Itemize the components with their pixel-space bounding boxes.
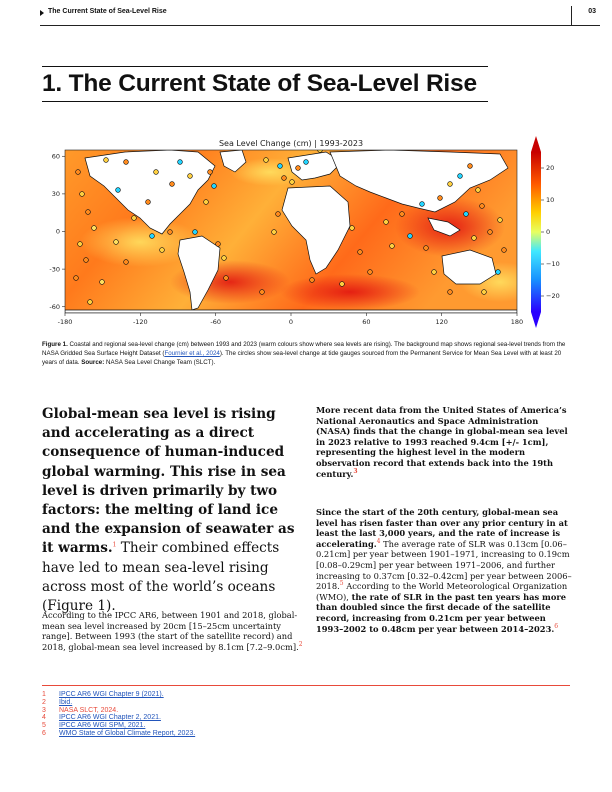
tide-gauge-marker [480,204,485,209]
tide-gauge-marker [208,170,213,175]
footnote-item [42,707,342,715]
tide-gauge-marker [212,184,217,189]
tide-gauge-marker [368,270,373,275]
tide-gauge-marker [304,160,309,165]
tide-gauge-marker [84,258,89,263]
tide-gauge-marker [264,158,269,163]
footnote-text[interactable]: IPCC AR6 WGI SPM, 2021. [59,722,146,730]
tide-gauge-marker [464,212,469,217]
footnote-number: 5 [42,722,46,730]
footnote-ref-3[interactable]: 3 [353,467,358,475]
tide-gauge-marker [424,246,429,251]
y-tick-label: -60 [49,302,60,311]
footnote-text[interactable]: Ibid. [59,698,73,706]
paragraph-nasa [316,405,574,479]
x-tick-label: -60 [210,318,221,326]
tide-gauge-marker [92,226,97,231]
caption-label: Figure 1. [42,341,68,348]
tide-gauge-marker [448,182,453,187]
tide-gauge-marker [310,278,315,283]
footnote-rule [42,685,570,686]
tide-gauge-marker [146,200,151,205]
tide-gauge-marker [104,158,109,163]
tide-gauge-marker [278,164,283,169]
tide-gauge-marker [100,280,105,285]
footnote-number: 3 [42,706,46,714]
running-title: The Current State of Sea-Level Rise [48,8,167,15]
tide-gauge-marker [432,270,437,275]
section-title: 1. The Current State of Sea-Level Rise [42,70,477,97]
tide-gauge-marker [290,180,295,185]
tide-gauge-marker [76,170,81,175]
x-tick-label: 120 [435,318,448,326]
acceleration-text-b: According to the World Meteorological Organization (WMO), [316,581,568,602]
colorbar-tick-label: −10 [546,260,560,269]
tide-gauge-marker [168,230,173,235]
x-tick-label: 180 [510,318,524,326]
tide-gauge-marker [272,230,277,235]
tide-gauge-marker [86,210,91,215]
tide-gauge-marker [358,250,363,255]
tide-gauge-marker [114,240,119,245]
tide-gauge-marker [80,192,85,197]
y-tick-label: 0 [55,227,60,236]
tide-gauge-marker [178,160,183,165]
y-axis [49,152,65,310]
tide-gauge-marker [188,174,193,179]
tide-gauge-marker [420,202,425,207]
tide-gauge-marker [276,212,281,217]
footnote-item [42,730,342,738]
footnote-text: NASA SLCT, 2024. [59,706,119,714]
land-antarctica [65,310,517,313]
tide-gauge-marker [116,188,121,193]
tide-gauge-marker [488,230,493,235]
tide-gauge-marker [222,256,227,261]
x-axis [58,313,524,326]
header-arrow-icon [40,10,44,16]
acceleration-bold: Since the start of the 20th century, global-mean sea level has risen faster than over any prior century in at least the last 3,000 years, and the rate of increase is accelerating. [316,507,568,549]
tide-gauge-marker [458,174,463,179]
x-tick-label: 60 [362,318,371,326]
tide-gauge-marker [472,236,477,241]
tide-gauge-marker [78,242,83,247]
running-header [40,6,600,26]
footnote-ref-6[interactable]: 6 [554,622,559,630]
tide-gauge-marker [74,276,79,281]
footnote-text[interactable]: IPCC AR6 WGI Chapter 9 (2021). [59,691,164,698]
footnote-number: 2 [42,698,46,706]
tide-gauge-marker [260,290,265,295]
footnote-number: 4 [42,714,46,722]
colorbar-ticks [541,164,560,300]
tide-gauge-marker [502,248,507,253]
x-tick-label: -180 [57,318,73,326]
tide-gauge-marker [350,226,355,231]
colorbar-bottom-arrow [531,312,541,328]
tide-gauge-marker [170,182,175,187]
paragraph-ipcc [42,610,308,652]
colorbar-tick-label: 20 [546,164,555,173]
lead-normal: Their combined effects have led to mean sea-level rising across most of the world’s oceans (Figure 1). [42,540,280,615]
figure-caption [42,340,574,368]
tide-gauge-marker [124,260,129,265]
acceleration-text: The average rate of SLR was 0.13cm [0.06–0.21cm] per year between 1901–1971, increasing to 0.19cm [0.08–0.29cm] per year between 1971–2006, and further increasing to 0.37cm [0.32–0.42cm] per year between 2006–2018. [316,538,572,592]
warm-anomaly-3 [280,274,420,310]
header-divider [571,6,572,25]
colorbar [531,152,541,312]
tide-gauge-marker [476,188,481,193]
tide-gauge-marker [216,242,221,247]
footnote-item [42,691,342,699]
footnote-text[interactable]: IPCC AR6 WGI Chapter 2, 2021. [59,714,161,722]
caption-source: NASA Sea Level Change Team (SLCT). [104,359,216,367]
footnotes [42,691,342,738]
footnote-item [42,714,342,722]
paragraph-acceleration [316,507,574,634]
lead-paragraph [42,405,298,616]
colorbar-tick-label: −20 [546,292,560,301]
tide-gauge-marker [448,290,453,295]
tide-gauge-marker [400,212,405,217]
tide-gauge-marker [390,244,395,249]
tide-gauge-marker [296,166,301,171]
chart-title: Sea Level Change (cm) | 1993-2023 [218,139,364,148]
tide-gauge-marker [204,200,209,205]
footnote-ref-5[interactable]: 5 [339,580,344,588]
paragraph-nasa-text: More recent data from the United States of America’s National Aeronautics and Space Administration (NASA) finds that the change in global-mean sea level in 2023 relative to 1993 reached 9.4cm [+/- 1cm], representing the highest level in the modern observation record that extends back into the 19th century. [316,405,568,479]
title-rule-top [42,66,488,67]
x-tick-label: -120 [132,318,148,326]
tide-gauge-marker [160,248,165,253]
tide-gauge-marker [408,234,413,239]
paragraph-ipcc-text: According to the IPCC AR6, between 1901 and 2018, global-mean sea level increased by 20cm [15–25cm uncertainty range]. Between 1993 (the start of the satellite record) and 2018, global-mean sea level increased by 8.1cm [7.2–9.0cm]. [42,610,299,652]
tide-gauge-marker [384,220,389,225]
y-tick-label: 30 [51,190,60,199]
footnote-number: 6 [42,729,46,737]
tide-gauge-marker [124,160,129,165]
tide-gauge-marker [340,282,345,287]
caption-link[interactable]: Fournier et al., 2024 [164,350,220,358]
tide-gauge-marker [282,176,287,181]
caption-text-1: Coastal and regional sea-level change (cm) between 1993 and 2023 (warm colours show where sea levels are rising). The background map shows regional sea-level trends from the NASA Gridded Sea Surface Height Dataset ( [42,341,566,358]
y-tick-label: 60 [51,152,60,161]
title-rule-bottom [42,101,488,102]
sea-level-map-chart [30,132,586,336]
lead-bold: Global-mean sea level is rising and accelerating as a direct consequence of human-induced global warming. This rise in sea level is driven primarily by two factors: the melting of land ice and the expansion of seawater as it warms. [42,406,295,557]
tide-gauge-marker [498,218,503,223]
acceleration-bold-b: the rate of SLR in the past ten years has more than doubled since the first decade of the satellite record, increasing from 0.21cm per year between 1993–2002 to 0.48cm per year between 2014–2023. [316,591,567,634]
y-tick-label: -30 [49,265,60,274]
tide-gauge-marker [88,300,93,305]
footnote-ref-4[interactable]: 4 [376,538,381,546]
tide-gauge-marker [154,170,159,175]
footnote-text[interactable]: WMO State of Global Climate Report, 2023. [59,729,196,737]
tide-gauge-marker [193,230,198,235]
colorbar-tick-label: 10 [546,196,555,205]
tide-gauge-marker [224,276,229,281]
footnote-item [42,722,342,730]
tide-gauge-marker [132,216,137,221]
tide-gauge-marker [150,234,155,239]
tide-gauge-marker [438,196,443,201]
footnote-ref-2[interactable]: 2 [298,641,303,649]
x-tick-label: 0 [288,318,294,326]
tide-gauge-marker [496,270,501,275]
footnote-item [42,699,342,707]
tide-gauge-marker [468,164,473,169]
sea-level-figure [30,132,586,336]
caption-source-label: Source: [81,359,105,367]
tide-gauge-marker [482,290,487,295]
lead-footnote-ref[interactable]: 1 [112,541,117,549]
colorbar-top-arrow [531,136,541,152]
caption-text-2: ). The circles show sea-level change at tide gauges sourced from the Permanent Service for Mean Sea Level with at least 20 years of data. [42,350,562,367]
footnote-number: 1 [42,691,46,698]
page-number: 03 [588,8,596,15]
colorbar-tick-label: 0 [546,228,551,237]
